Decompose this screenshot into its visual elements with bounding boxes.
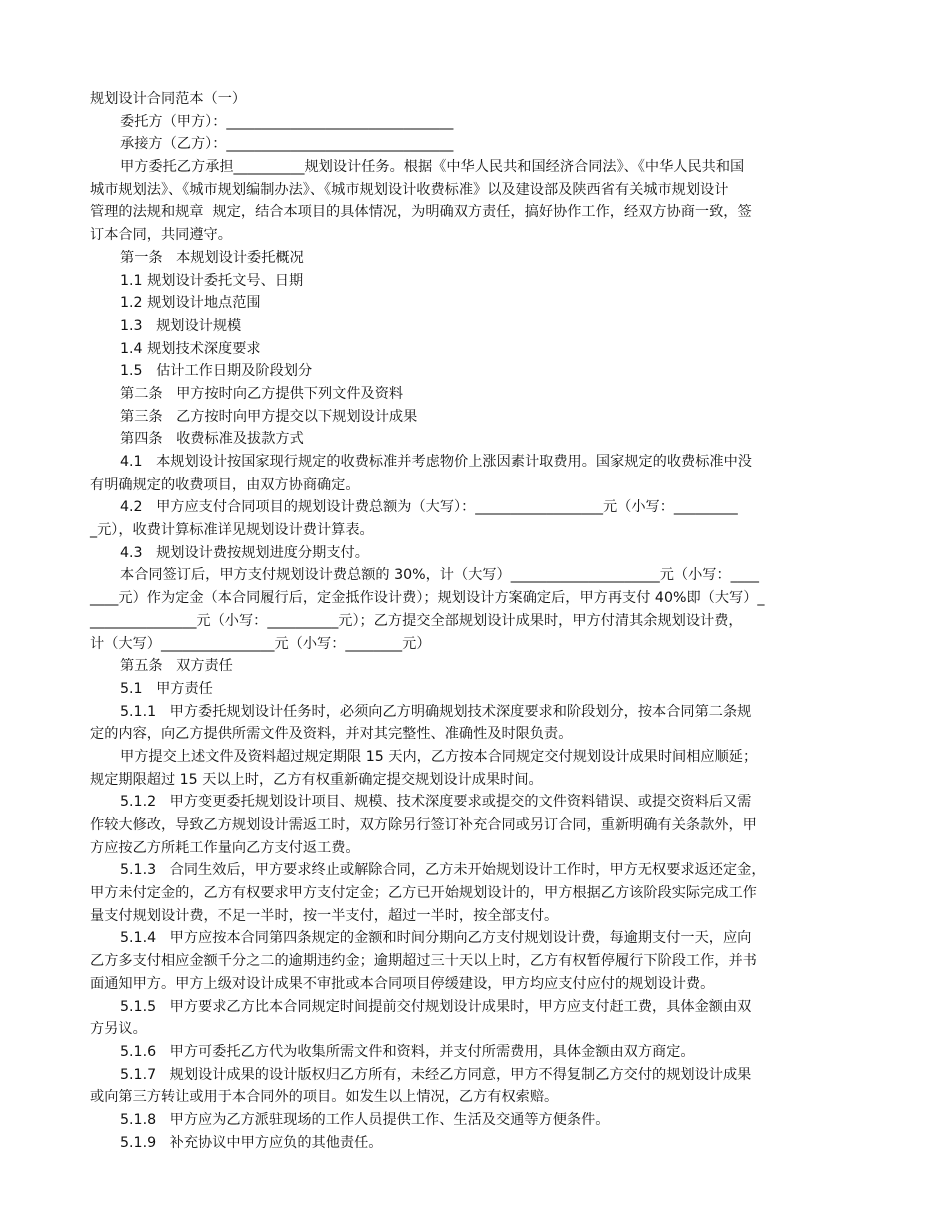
clause-1-5: 1.5 估计工作日期及阶段划分	[120, 363, 313, 380]
payment-schedule-line: 本合同签订后，甲方支付规划设计费总额的 30%，计（大写）_____________________元（小写：____	[120, 567, 760, 584]
clause-5-1-6: 5.1.6 甲方可委托乙方代为收集所需文件和资料，并支付所需费用，具体金额由双方商定。	[120, 1043, 695, 1060]
contract-document	[90, 88, 862, 1154]
clause-1-1: 1.1 规划设计委托文号、日期	[120, 272, 304, 289]
preamble-line: 订本合同，共同遵守。	[90, 227, 232, 244]
clause-4-2: 4.2 甲方应支付合同项目的规划设计费总额为（大写）：__________________元（小写：_________	[120, 499, 738, 516]
clause-1-2: 1.2 规划设计地点范围	[120, 295, 261, 312]
article-1-heading: 第一条 本规划设计委托概况	[120, 249, 304, 266]
clause-5-1-4-cont: 面通知甲方。甲方上级对设计成果不审批或本合同项目停缓建设，甲方均应支付应付的规划设计费。	[90, 975, 715, 992]
clause-4-1-cont: 有明确规定的收费项目，由双方协商确定。	[90, 476, 360, 493]
article-3-heading: 第三条 乙方按时向甲方提交以下规划设计成果	[120, 408, 418, 425]
clause-5-1-2-cont: 方应按乙方所耗工作量向乙方支付返工费。	[90, 839, 360, 856]
clause-5-1-5-cont: 方另议。	[90, 1021, 147, 1038]
preamble-line: 甲方委托乙方承担__________规划设计任务。根据《中华人民共和国经济合同法》、《中华人民共和国	[120, 159, 745, 176]
clause-4-2-cont: _元），收费计算标准详见规划设计费计算表。	[90, 522, 374, 539]
clause-5-1-8: 5.1.8 甲方应为乙方派驻现场的工作人员提供工作、生活及交通等方便条件。	[120, 1111, 610, 1128]
clause-5-1-1-cont: 定的内容，向乙方提供所需文件及资料，并对其完整性、准确性及时限负责。	[90, 726, 573, 743]
clause-5-1-2-cont: 作较大修改，导致乙方规划设计需返工时，双方除另行签订补充合同或另订合同，重新明确有关条款外，甲	[90, 817, 757, 833]
clause-5-1-3-cont: 甲方未付定金的，乙方有权要求甲方支付定金；乙方已开始规划设计的，甲方根据乙方该阶段实际完成工作	[90, 885, 757, 902]
article-4-heading: 第四条 收费标准及拔款方式	[120, 431, 304, 448]
client-field-line: 委托方（甲方）：________________________________	[120, 113, 454, 130]
deadline-paragraph: 甲方提交上述文件及资料超过规定期限 15 天内，乙方按本合同规定交付规划设计成果时间相应顺延；	[120, 748, 758, 765]
article-2-heading: 第二条 甲方按时向乙方提供下列文件及资料	[120, 385, 404, 402]
clause-5-1-4: 5.1.4 甲方应按本合同第四条规定的金额和时间分期向乙方支付规划设计费，每逾期支付一天，应向	[120, 930, 752, 947]
clause-5-1-3: 5.1.3 合同生效后，甲方要求终止或解除合同，乙方未开始规划设计工作时，甲方无权要求返还定金，	[120, 862, 766, 879]
document-title: 规划设计合同范本（一）	[90, 91, 247, 107]
payment-schedule-line: 计（大写）________________元（小写：________元）	[90, 635, 431, 652]
payment-schedule-line: _______________元（小写：__________元）；乙方提交全部规划设计成果时，甲方付清其余规划设计费，	[90, 612, 743, 629]
clause-5-1: 5.1 甲方责任	[120, 680, 213, 697]
clause-5-1-1: 5.1.1 甲方委托规划设计任务时，必须向乙方明确规划技术深度要求和阶段划分，按本合同第二条规	[120, 703, 752, 720]
preamble-line: 管理的法规和规章 规定，结合本项目的具体情况，为明确双方责任，搞好协作工作，经双方协商一致，签	[90, 204, 752, 221]
clause-5-1-3-cont: 量支付规划设计费，不足一半时，按一半支付，超过一半时，按全部支付。	[90, 907, 559, 924]
preamble-line: 城市规划法》、《城市规划编制办法》、《城市规划设计收费标准》以及建设部及陕西省有关城市规划设计	[90, 181, 729, 198]
clause-5-1-9: 5.1.9 补充协议中甲方应负的其他责任。	[120, 1134, 383, 1151]
clause-5-1-4-cont: 乙方多支付相应金额千分之二的逾期违约金；逾期超过三十天以上时，乙方有权暂停履行下阶段工作，并书	[90, 953, 757, 970]
clause-5-1-7: 5.1.7 规划设计成果的设计版权归乙方所有，未经乙方同意，甲方不得复制乙方交付的规划设计成果	[120, 1066, 752, 1083]
deadline-paragraph-cont: 规定期限超过 15 天以上时，乙方有权重新确定提交规划设计成果时间。	[90, 771, 543, 788]
article-5-heading: 第五条 双方责任	[120, 658, 233, 675]
clause-4-1: 4.1 本规划设计按国家现行规定的收费标准并考虑物价上涨因素计取费用。国家规定的收费标准中没	[120, 454, 752, 470]
clause-4-3: 4.3 规划设计费按规划进度分期支付。	[120, 544, 369, 561]
clause-5-1-5: 5.1.5 甲方要求乙方比本合同规定时间提前交付规划设计成果时，甲方应支付赶工费，具体金额由双	[120, 998, 752, 1015]
clause-1-3: 1.3 规划设计规模	[120, 317, 242, 334]
contractor-field-line: 承接方（乙方）：________________________________	[120, 136, 454, 153]
payment-schedule-line: ____元）作为定金（本合同履行后，定金抵作设计费）；规划设计方案确定后，甲方再支付 40%即（大写）_	[90, 590, 765, 607]
clause-1-4: 1.4 规划技术深度要求	[120, 340, 261, 357]
clause-5-1-2: 5.1.2 甲方变更委托规划设计项目、规模、技术深度要求或提交的文件资料错误、或提交资料后又需	[120, 794, 752, 811]
clause-5-1-7-cont: 或向第三方转让或用于本合同外的项目。如发生以上情况，乙方有权索赔。	[90, 1089, 559, 1106]
